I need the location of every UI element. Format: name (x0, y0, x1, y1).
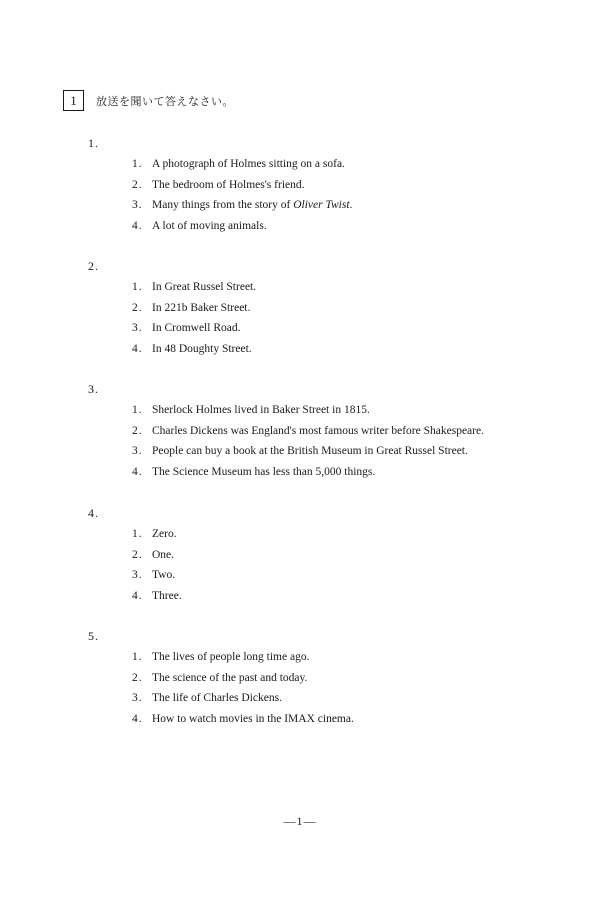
option-text: Three. (152, 589, 182, 602)
question-number: 1. (88, 136, 99, 150)
option-number: 2. (132, 671, 143, 684)
question-3 (88, 382, 484, 482)
question-number: 4. (88, 506, 99, 520)
option (132, 565, 182, 586)
section-number-box: 1 (63, 90, 84, 111)
option-text: The Science Museum has less than 5,000 things. (152, 465, 376, 478)
question-1 (88, 136, 352, 236)
question-4 (88, 506, 182, 606)
option (132, 421, 484, 442)
option-number: 1. (132, 158, 143, 170)
option-text: The science of the past and today. (152, 671, 308, 684)
option-text: People can buy a book at the British Museum in Great Russel Street. (152, 445, 468, 458)
option (132, 709, 354, 730)
option-number: 3. (132, 445, 143, 458)
option-number: 3. (132, 199, 143, 212)
option (132, 318, 256, 339)
option (132, 216, 352, 237)
option (132, 175, 352, 196)
option-text: A lot of moving animals. (152, 219, 267, 232)
option-number: 2. (132, 424, 143, 437)
question-number: 2. (88, 259, 99, 273)
option (132, 545, 182, 566)
option-text: Charles Dickens was England's most famous writer before Shakespeare. (152, 424, 484, 437)
option-number: 4. (132, 465, 143, 478)
option-list (132, 647, 354, 729)
option-text-end: . (349, 199, 353, 212)
option-text: Two. (152, 569, 176, 582)
option-text: Many things from the story of (152, 199, 294, 212)
option-text: In Cromwell Road. (152, 322, 241, 335)
option-number: 1. (132, 281, 143, 293)
option (132, 400, 484, 421)
option (132, 154, 352, 175)
option-number: 3. (132, 569, 143, 582)
option (132, 339, 256, 360)
option (132, 647, 354, 668)
option (132, 586, 182, 607)
option-number: 1. (132, 528, 143, 540)
option-list (132, 154, 352, 236)
instruction-text: 放送を聞いて答えなさい。 (96, 94, 234, 108)
option-list (132, 400, 484, 482)
option-text: The life of Charles Dickens. (152, 692, 282, 705)
option-number: 4. (132, 712, 143, 725)
option-text: The bedroom of Holmes's friend. (152, 178, 305, 191)
question-5 (88, 629, 354, 729)
option (132, 298, 256, 319)
option-text: In Great Russel Street. (152, 281, 257, 293)
section-header (63, 90, 234, 111)
option-number: 1. (132, 651, 143, 663)
option-text: A photograph of Holmes sitting on a sofa. (152, 158, 345, 170)
option-text: How to watch movies in the IMAX cinema. (152, 712, 354, 725)
option (132, 668, 354, 689)
option-number: 2. (132, 548, 143, 561)
option (132, 462, 484, 483)
question-number: 5. (88, 629, 99, 643)
option-number: 2. (132, 301, 143, 314)
option-text: In 221b Baker Street. (152, 301, 251, 314)
option-number: 4. (132, 589, 143, 602)
question-2 (88, 259, 256, 359)
option-number: 3. (132, 692, 143, 705)
option-text: The lives of people long time ago. (152, 651, 310, 663)
option-text: In 48 Doughty Street. (152, 342, 252, 355)
question-number: 3. (88, 382, 99, 396)
option (132, 195, 352, 216)
page-number: —1— (283, 814, 317, 828)
option (132, 441, 484, 462)
option (132, 688, 354, 709)
option-number: 2. (132, 178, 143, 191)
option-number: 4. (132, 342, 143, 355)
option-text: One. (152, 548, 175, 561)
option-list (132, 524, 182, 606)
option-list (132, 277, 256, 359)
option-number: 3. (132, 322, 143, 335)
option-text: Sherlock Holmes lived in Baker Street in 1815. (152, 404, 370, 416)
option (132, 277, 256, 298)
option-number: 1. (132, 404, 143, 416)
option (132, 524, 182, 545)
option-text: Zero. (152, 528, 177, 540)
option-number: 4. (132, 219, 143, 232)
book-title: Oliver Twist (293, 199, 350, 212)
